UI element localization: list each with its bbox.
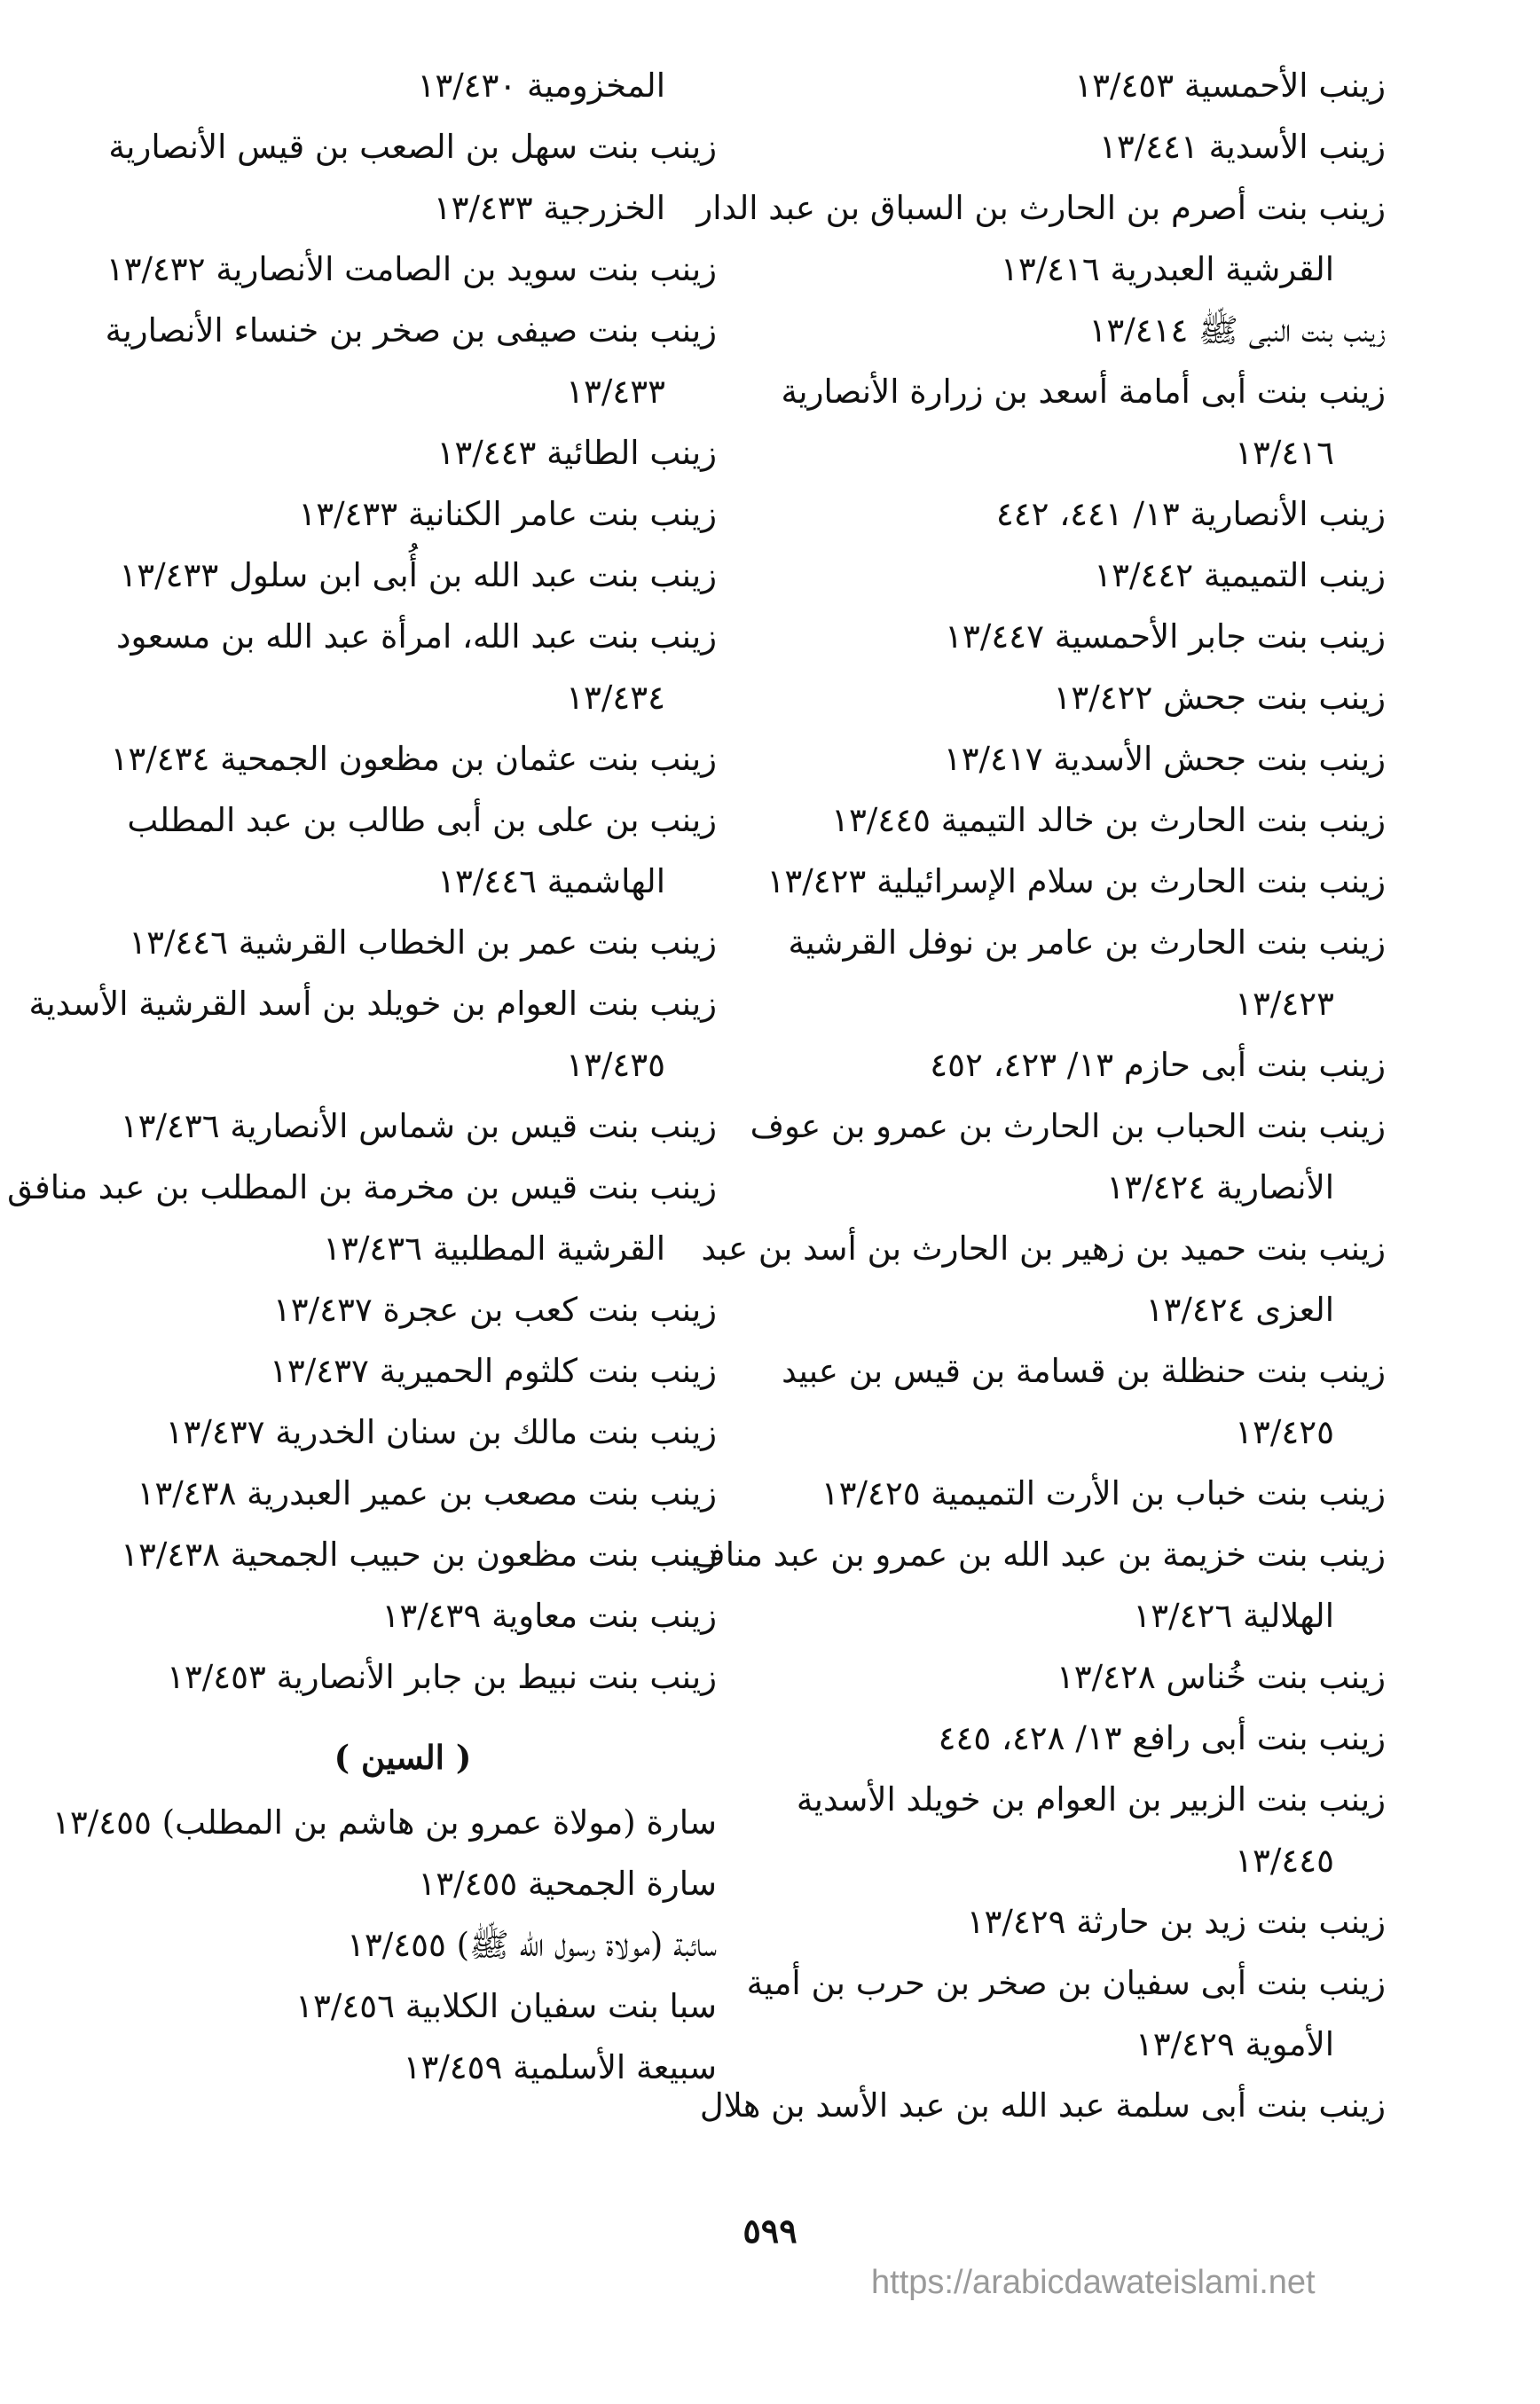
index-entry (28, 973, 717, 1096)
index-entry (765, 667, 1386, 728)
entry-line: زينب بن على بن أبى طالب بن عبد المطلب (127, 801, 717, 839)
entry-line: زينب بنت خباب بن الأرت التميمية ١٣/٤٢٥ (821, 1474, 1386, 1512)
entry-line: زينب الطائية ١٣/٤٤٣ (436, 434, 717, 472)
left-entries (7, 55, 717, 1708)
entry-line: زينب بنت حميد بن زهير بن الحارث بن أسد بن عبد (701, 1229, 1386, 1268)
index-entry (765, 606, 1386, 667)
entry-line: زينب بنت كلثوم الحميرية ١٣/٤٣٧ (270, 1352, 717, 1390)
index-entry (691, 1524, 1386, 1646)
index-entry (89, 1585, 717, 1646)
entry-line: زينب بنت مصعب بن عمير العبدرية ١٣/٤٣٨ (137, 1474, 717, 1512)
index-entry (765, 300, 1386, 361)
entry-line: زينب بنت خزيمة بن عبد الله بن عمرو بن عبد مناف (691, 1536, 1386, 1574)
index-entry (89, 116, 717, 239)
entry-line: زينب بنت أبى حازم ١٣/ ٤٢٣، ٤٥٢ (930, 1046, 1386, 1084)
entry-line: سائبة (مولاة رسول الله ﷺ) ١٣/٤٥٥ (347, 1926, 717, 1964)
entry-line: زينب الأنصارية ١٣/ ٤٤١، ٤٤٢ (995, 495, 1386, 533)
entry-line: زينب بنت سويد بن الصامت الأنصارية ١٣/٤٣٢ (106, 250, 717, 288)
index-entry (89, 545, 717, 606)
index-entry (89, 239, 717, 300)
entry-line: زينب بنت عبد الله بن أُبى ابن سلول ١٣/٤٣٣ (119, 556, 717, 594)
entry-line: زينب بنت الحارث بن سلام الإسرائيلية ١٣/٤٢٣ (766, 862, 1386, 900)
entry-line: سارة الجمحية ١٣/٤٥٥ (418, 1865, 717, 1903)
entry-line: زينب بنت حنظلة بن قسامة بن قيس بن عبيد (782, 1352, 1386, 1390)
entry-line: زينب بنت مظعون بن حبيب الجمحية ١٣/٤٣٨ (121, 1536, 717, 1574)
index-entry (89, 790, 717, 912)
watermark-url: https://arabicdawateislami.net (871, 2264, 1316, 2301)
index-entry (765, 545, 1386, 606)
index-entry (765, 851, 1386, 912)
entry-continuation-line: ١٣/٤٢٣ (1235, 985, 1334, 1023)
entry-line: زينب بنت الزبير بن العوام بن خويلد الأسدية (796, 1780, 1386, 1819)
entry-line: زينب بنت الحباب بن الحارث بن عمرو بن عوف (750, 1107, 1386, 1145)
section-title-seen: ( السين ) (334, 1738, 472, 1777)
index-entry (765, 1708, 1386, 1769)
entry-line: زينب بنت جحش ١٣/٤٢٢ (1053, 679, 1386, 717)
entry-line: زينب الأسدية ١٣/٤٤١ (1099, 128, 1386, 166)
index-entry (701, 1218, 1386, 1340)
index-entry (89, 1279, 717, 1340)
index-entry (89, 1524, 717, 1585)
index-entry (765, 790, 1386, 851)
index-entry (7, 1157, 717, 1279)
entry-line: سبيعة الأسلمية ١٣/٤٥٩ (403, 2048, 717, 2086)
index-entry (89, 1646, 717, 1708)
index-entry (89, 606, 717, 728)
index-entry (89, 422, 717, 483)
index-column-left (7, 55, 717, 2098)
entry-continuation-line: ١٣/٤١٦ (1235, 434, 1334, 472)
entry-line: زينب بنت أبى سفيان بن صخر بن حرب بن أمية (746, 1964, 1386, 2002)
entry-line: زينب بنت قيس بن شماس الأنصارية ١٣/٤٣٦ (120, 1107, 717, 1145)
index-entry (765, 1891, 1386, 1952)
index-entry (696, 177, 1386, 300)
index-entry (765, 361, 1386, 483)
entry-continuation-line: العزى ١٣/٤٢٤ (1145, 1291, 1334, 1329)
index-entry (765, 1646, 1386, 1708)
index-entry (89, 1402, 717, 1463)
entry-line: زينب بنت صيفى بن صخر بن خنساء الأنصارية (105, 311, 717, 350)
index-entry (765, 728, 1386, 790)
index-entry (89, 1463, 717, 1524)
entry-line: زينب بنت أبى رافع ١٣/ ٤٢٨، ٤٤٥ (938, 1719, 1386, 1757)
index-entry (89, 483, 717, 545)
index-entry (765, 116, 1386, 177)
entry-line: زينب بنت زيد بن حارثة ١٣/٤٢٩ (966, 1903, 1386, 1941)
entry-continuation-line: ١٣/٤٣٣ (566, 373, 665, 411)
index-entry (765, 912, 1386, 1034)
entry-line: زينب بنت أبى سلمة عبد الله بن عبد الأسد بن هلال (699, 2086, 1386, 2125)
entry-line: زينب بنت كعب بن عجرة ١٣/٤٣٧ (272, 1291, 717, 1329)
index-entry (89, 2037, 717, 2098)
index-entry (89, 55, 717, 116)
entry-continuation-line: ١٣/٤٣٥ (566, 1046, 665, 1084)
index-entry (89, 300, 717, 422)
index-entry (746, 1952, 1386, 2075)
entry-line: زينب بنت جابر الأحمسية ١٣/٤٤٧ (945, 617, 1386, 656)
entry-line: المخزومية ١٣/٤٣٠ (417, 67, 665, 105)
section-entries (52, 1792, 717, 2098)
entry-line: زينب التميمية ١٣/٤٤٢ (1094, 556, 1386, 594)
entry-line: زينب بنت قيس بن مخرمة بن المطلب بن عبد منافق (7, 1168, 717, 1206)
index-entry (89, 912, 717, 973)
entry-continuation-line: ١٣/٤٢٥ (1235, 1413, 1334, 1451)
entry-continuation-line: الأنصارية ١٣/٤٢٤ (1106, 1168, 1334, 1206)
entry-continuation-line: الخزرجية ١٣/٤٣٣ (433, 189, 665, 227)
index-entry (765, 1034, 1386, 1096)
entry-continuation-line: ١٣/٤٤٥ (1235, 1842, 1334, 1880)
index-entry (765, 1340, 1386, 1463)
entry-line: زينب بنت جحش الأسدية ١٣/٤١٧ (943, 740, 1386, 778)
entry-line: زينب بنت الحارث بن خالد التيمية ١٣/٤٤٥ (831, 801, 1386, 839)
entry-line: زينب بنت العوام بن خويلد بن أسد القرشية الأسدية (28, 985, 717, 1023)
entry-continuation-line: ١٣/٤٣٤ (566, 679, 665, 717)
page-number: ٥٩٩ (742, 2211, 798, 2251)
entry-line: زينب بنت عامر الكنانية ١٣/٤٣٣ (298, 495, 717, 533)
index-column-right (691, 55, 1386, 2136)
entry-continuation-line: الهلالية ١٣/٤٢٦ (1133, 1597, 1334, 1635)
entry-line: زينب بنت أبى أمامة أسعد بن زرارة الأنصارية (781, 373, 1386, 411)
index-entry (765, 483, 1386, 545)
entry-line: سبا بنت سفيان الكلابية ١٣/٤٥٦ (295, 1987, 717, 2025)
entry-line: زينب بنت مالك بن سنان الخدرية ١٣/٤٣٧ (165, 1413, 717, 1451)
index-entry (765, 1769, 1386, 1891)
entry-line: زينب بنت الحارث بن عامر بن نوفل القرشية (788, 923, 1386, 962)
index-entry (765, 55, 1386, 116)
entry-continuation-line: الهاشمية ١٣/٤٤٦ (437, 862, 665, 900)
index-entry (699, 2075, 1386, 2136)
index-entry (89, 728, 717, 790)
index-entry (750, 1096, 1386, 1218)
entry-continuation-line: القرشية العبدرية ١٣/٤١٦ (1000, 250, 1334, 288)
entry-continuation-line: الأموية ١٣/٤٢٩ (1135, 2025, 1334, 2063)
entry-line: سارة (مولاة عمرو بن هاشم بن المطلب) ١٣/٤٥٥ (52, 1803, 717, 1842)
entry-line: زينب بنت معاوية ١٣/٤٣٩ (381, 1597, 717, 1635)
index-entry (89, 1853, 717, 1914)
entry-line: زينب بنت نبيط بن جابر الأنصارية ١٣/٤٥٣ (167, 1658, 717, 1696)
index-entry (89, 1976, 717, 2037)
index-entry (89, 1914, 717, 1976)
index-entry (89, 1340, 717, 1402)
entry-line: زينب بنت عبد الله، امرأة عبد الله بن مسعود (115, 617, 717, 656)
index-entry (89, 1096, 717, 1157)
entry-line: زينب بنت سهل بن الصعب بن قيس الأنصارية (108, 128, 717, 166)
entry-line: زينب بنت النبى ﷺ ١٣/٤١٤ (1088, 311, 1386, 350)
entry-line: زينب الأحمسية ١٣/٤٥٣ (1074, 67, 1386, 105)
entry-line: زينب بنت عمر بن الخطاب القرشية ١٣/٤٤٦ (129, 923, 717, 962)
index-entry (52, 1792, 717, 1853)
entry-continuation-line: القرشية المطلبية ١٣/٤٣٦ (323, 1229, 665, 1268)
index-entry (765, 1463, 1386, 1524)
entry-line: زينب بنت أصرم بن الحارث بن السباق بن عبد الدار (696, 189, 1386, 227)
entry-line: زينب بنت عثمان بن مظعون الجمحية ١٣/٤٣٤ (110, 740, 717, 778)
entry-line: زينب بنت خُناس ١٣/٤٢٨ (1056, 1658, 1386, 1696)
